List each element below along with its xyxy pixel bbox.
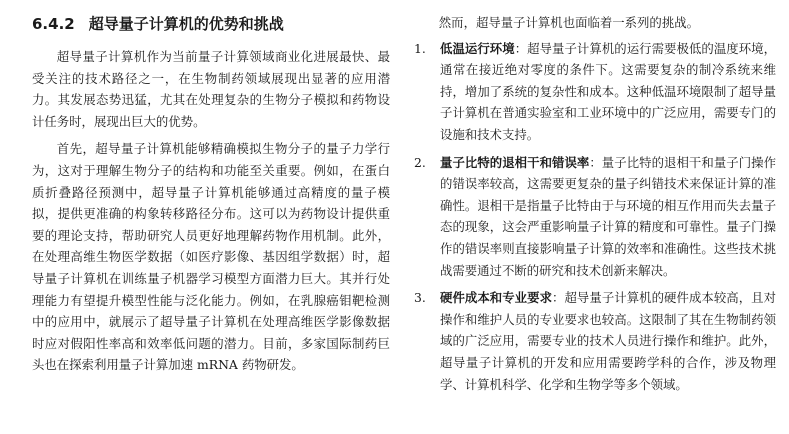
list-item-text (440, 38, 776, 146)
list-item-title: 硬件成本和专业要求 (440, 290, 553, 306)
paragraph-overview: 超导量子计算机作为当前量子计算领域商业化进展最快、最受关注的技术路径之一，在生物制药领域展现出显著的应用潜力。其发展态势迅猛，尤其在处理复杂的生物分子模拟和药物设计任务时，展现出巨大的优势。 (32, 49, 390, 129)
section-title: 超导量子计算机的优势和挑战 (88, 15, 284, 33)
list-item (414, 38, 776, 146)
list-item-title: 量子比特的退相干和错误率 (440, 154, 590, 170)
list-item-body: ：量子比特的退相干和量子门操作的错误率较高，这需要更复杂的量子纠错技术来保证计算的准确性。退相干是指量子比特由于与环境的相互作用而失去量子态的现象，这会严重影响量子计算的精度和可靠性。量子门操作的错误率则直接影响量子计算的效率和准确性。这些技术挑战需要通过不断的研究和技术创新来解决。 (440, 154, 777, 278)
section-heading (32, 12, 390, 36)
list-item-number: 1. (414, 40, 426, 56)
left-column (32, 12, 390, 382)
list-item (414, 287, 776, 395)
paragraph-challenges-intro: 然而，超导量子计算机也面临着一系列的挑战。 (438, 15, 699, 30)
right-column (414, 12, 776, 401)
list-item-text (440, 152, 776, 282)
list-item-body: ：超导量子计算机的运行需要极低的温度环境，通常在接近绝对零度的条件下。这需要复杂的制冷系统来维持，增加了系统的复杂性和成本。这种低温环境限制了超导量子计算机在普通实验室和工业环境中的广泛应用，需要专门的设施和技术支持。 (440, 40, 777, 142)
challenge-list (414, 38, 776, 396)
list-item-number: 2. (414, 154, 426, 170)
list-item-text (440, 287, 776, 395)
list-item (414, 152, 776, 282)
section-number: 6.4.2 (32, 15, 75, 33)
list-item-number: 3. (414, 290, 426, 306)
list-item-title: 低温运行环境 (440, 40, 515, 56)
paragraph-advantages: 首先，超导量子计算机能够精确模拟生物分子的量子力学行为，这对于理解生物分子的结构和功能至关重要。例如，在蛋白质折叠路径预测中，超导量子计算机能够通过高精度的量子模拟，提供更准确的构象转移路径分布。这可以为药物设计提供重要的理论支持，帮助研究人员更好地理解药物作用机制。此外，在处理高维生物医学数据（如医疗影像、基因组学数据）时，超导量子计算机在训练量子机器学习模型方面潜力巨大。其并行处理能力有望提升模型性能与泛化能力。例如，在乳腺癌钼靶检测中的应用中，就展示了超导量子计算机在处理高维医学影像数据时应对假阳性率高和效率低问题的潜力。目前，多家国际制药巨头也在探索利用量子计算加速 mRNA 药物研发。 (32, 141, 390, 373)
list-item-body: ：超导量子计算机的硬件成本较高，且对操作和维护人员的专业要求也较高。这限制了其在生物制药领域的广泛应用，需要专业的技术人员进行操作和维护。此外，超导量子计算机的开发和应用需要跨学科的合作，涉及物理学、计算机科学、化学和生物学等多个领域。 (440, 290, 777, 392)
